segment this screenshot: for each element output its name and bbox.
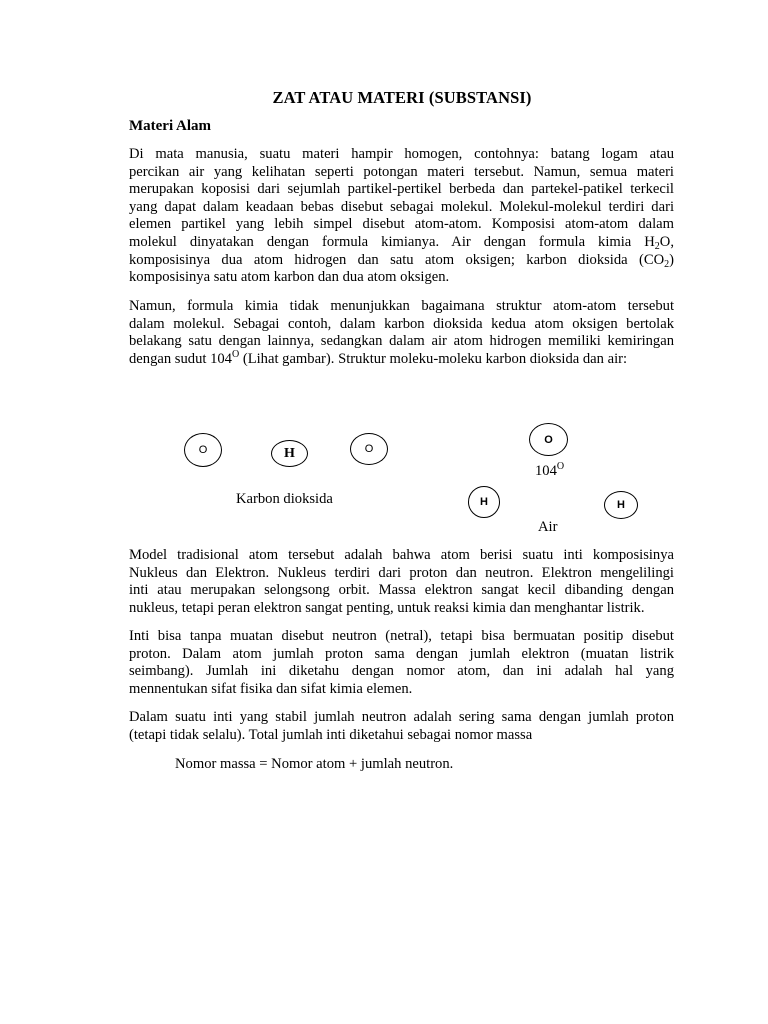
- co2-oxygen-atom-right: O: [350, 433, 388, 465]
- water-hydrogen-atom-right: H: [604, 491, 638, 519]
- co2-label: Karbon dioksida: [236, 491, 333, 507]
- paragraph-line: seimbang). Jumlah ini diketahu dengan nomor atom, dan ini adalah hal yang: [129, 663, 674, 680]
- paragraph-line: Model tradisional atom tersebut adalah bahwa atom berisi suatu inti komposisinya: [129, 547, 674, 563]
- section-heading: Materi Alam: [129, 118, 212, 134]
- text-run: komposisinya dua atom hidrogen dan satu atom oksigen; karbon dioksida (CO: [129, 251, 665, 268]
- paragraph-3: [129, 547, 674, 617]
- angle-value: 104: [535, 463, 557, 479]
- paragraph-line: (tetapi tidak selalu). Total jumlah inti diketahui sebagai nomor massa: [129, 726, 533, 743]
- paragraph-line: Nukleus dan Elektron. Nukleus terdiri dari proton dan neutron. Elektron mengelilingi: [129, 564, 674, 581]
- paragraph-line: inti atau merupakan selongsong orbit. Massa elektron sangat kecil dibanding dengan: [129, 582, 674, 599]
- paragraph-line: proton. Dalam atom jumlah proton sama dengan jumlah elektron (muatan listrik: [129, 645, 674, 662]
- paragraph-5: [129, 709, 674, 744]
- paragraph-1: [129, 146, 674, 287]
- subscript: 2: [654, 240, 660, 252]
- paragraph-line: [129, 234, 674, 252]
- co2-center-atom: H: [271, 440, 308, 467]
- paragraph-line: dalam molekul. Sebagai contoh, dalam karbon dioksida kedua atom oksigen bertolak: [129, 315, 674, 332]
- text-run: O,: [659, 233, 674, 250]
- page-title: ZAT ATAU MATERI (SUBSTANSI): [272, 88, 532, 107]
- paragraph-line: yang dapat dalam keadaan bebas disebut sebagai molekul. Molekul-molekul terdiri dari: [129, 198, 674, 215]
- water-oxygen-atom: O: [529, 423, 568, 456]
- paragraph-line: mennentukan sifat fisika dan sifat kimia elemen.: [129, 680, 413, 697]
- mass-number-formula: Nomor massa = Nomor atom + jumlah neutron.: [175, 756, 454, 772]
- water-hydrogen-atom-left: H: [468, 486, 500, 518]
- paragraph-line: merupakan koposisi dari sejumlah partikel-pertikel berbeda dan partekel-patikel terkecil: [129, 181, 674, 198]
- bond-angle-label: [535, 463, 564, 480]
- text-run: ): [669, 251, 674, 268]
- paragraph-line: Di mata manusia, suatu materi hampir homogen, contohnya: batang logam atau: [129, 146, 674, 162]
- paragraph-line: elemen partikel yang lebih simpel disebut atom-atom. Komposisi atom-atom dalam: [129, 216, 674, 233]
- paragraph-line: percikan air yang kelihatan seperti potongan materi tersebut. Namun, semua materi: [129, 163, 674, 180]
- subscript: 2: [664, 258, 670, 270]
- superscript: O: [231, 348, 240, 360]
- paragraph-line: belakang satu dengan lainnya, sedangkan dalam air atom hidrogen memiliki kemiringan: [129, 333, 674, 350]
- paragraph-4: [129, 628, 674, 698]
- text-run: (Lihat gambar). Struktur moleku-moleku karbon dioksida dan air:: [239, 350, 628, 367]
- paragraph-line: nukleus, tetapi peran elektron sangat penting, untuk reaksi kimia dan menghantar listrik.: [129, 599, 645, 616]
- angle-unit: O: [556, 461, 565, 472]
- paragraph-line: Inti bisa tanpa muatan disebut neutron (netral), tetapi bisa bermuatan positip disebut: [129, 628, 674, 644]
- paragraph-line: Dalam suatu inti yang stabil jumlah neutron adalah sering sama dengan jumlah proton: [129, 709, 674, 725]
- paragraph-line: komposisinya satu atom karbon dan dua atom oksigen.: [129, 269, 450, 286]
- paragraph-line: Namun, formula kimia tidak menunjukkan bagaimana struktur atom-atom tersebut: [129, 298, 674, 314]
- co2-oxygen-atom-left: O: [184, 433, 222, 467]
- text-run: dengan sudut 104: [129, 350, 232, 367]
- text-run: molekul dinyatakan dengan formula kimianya. Air dengan formula kimia H: [129, 233, 655, 250]
- paragraph-line: [129, 348, 674, 369]
- paragraph-2: [129, 298, 674, 368]
- water-label: Air: [538, 519, 558, 535]
- paragraph-line: [129, 252, 674, 270]
